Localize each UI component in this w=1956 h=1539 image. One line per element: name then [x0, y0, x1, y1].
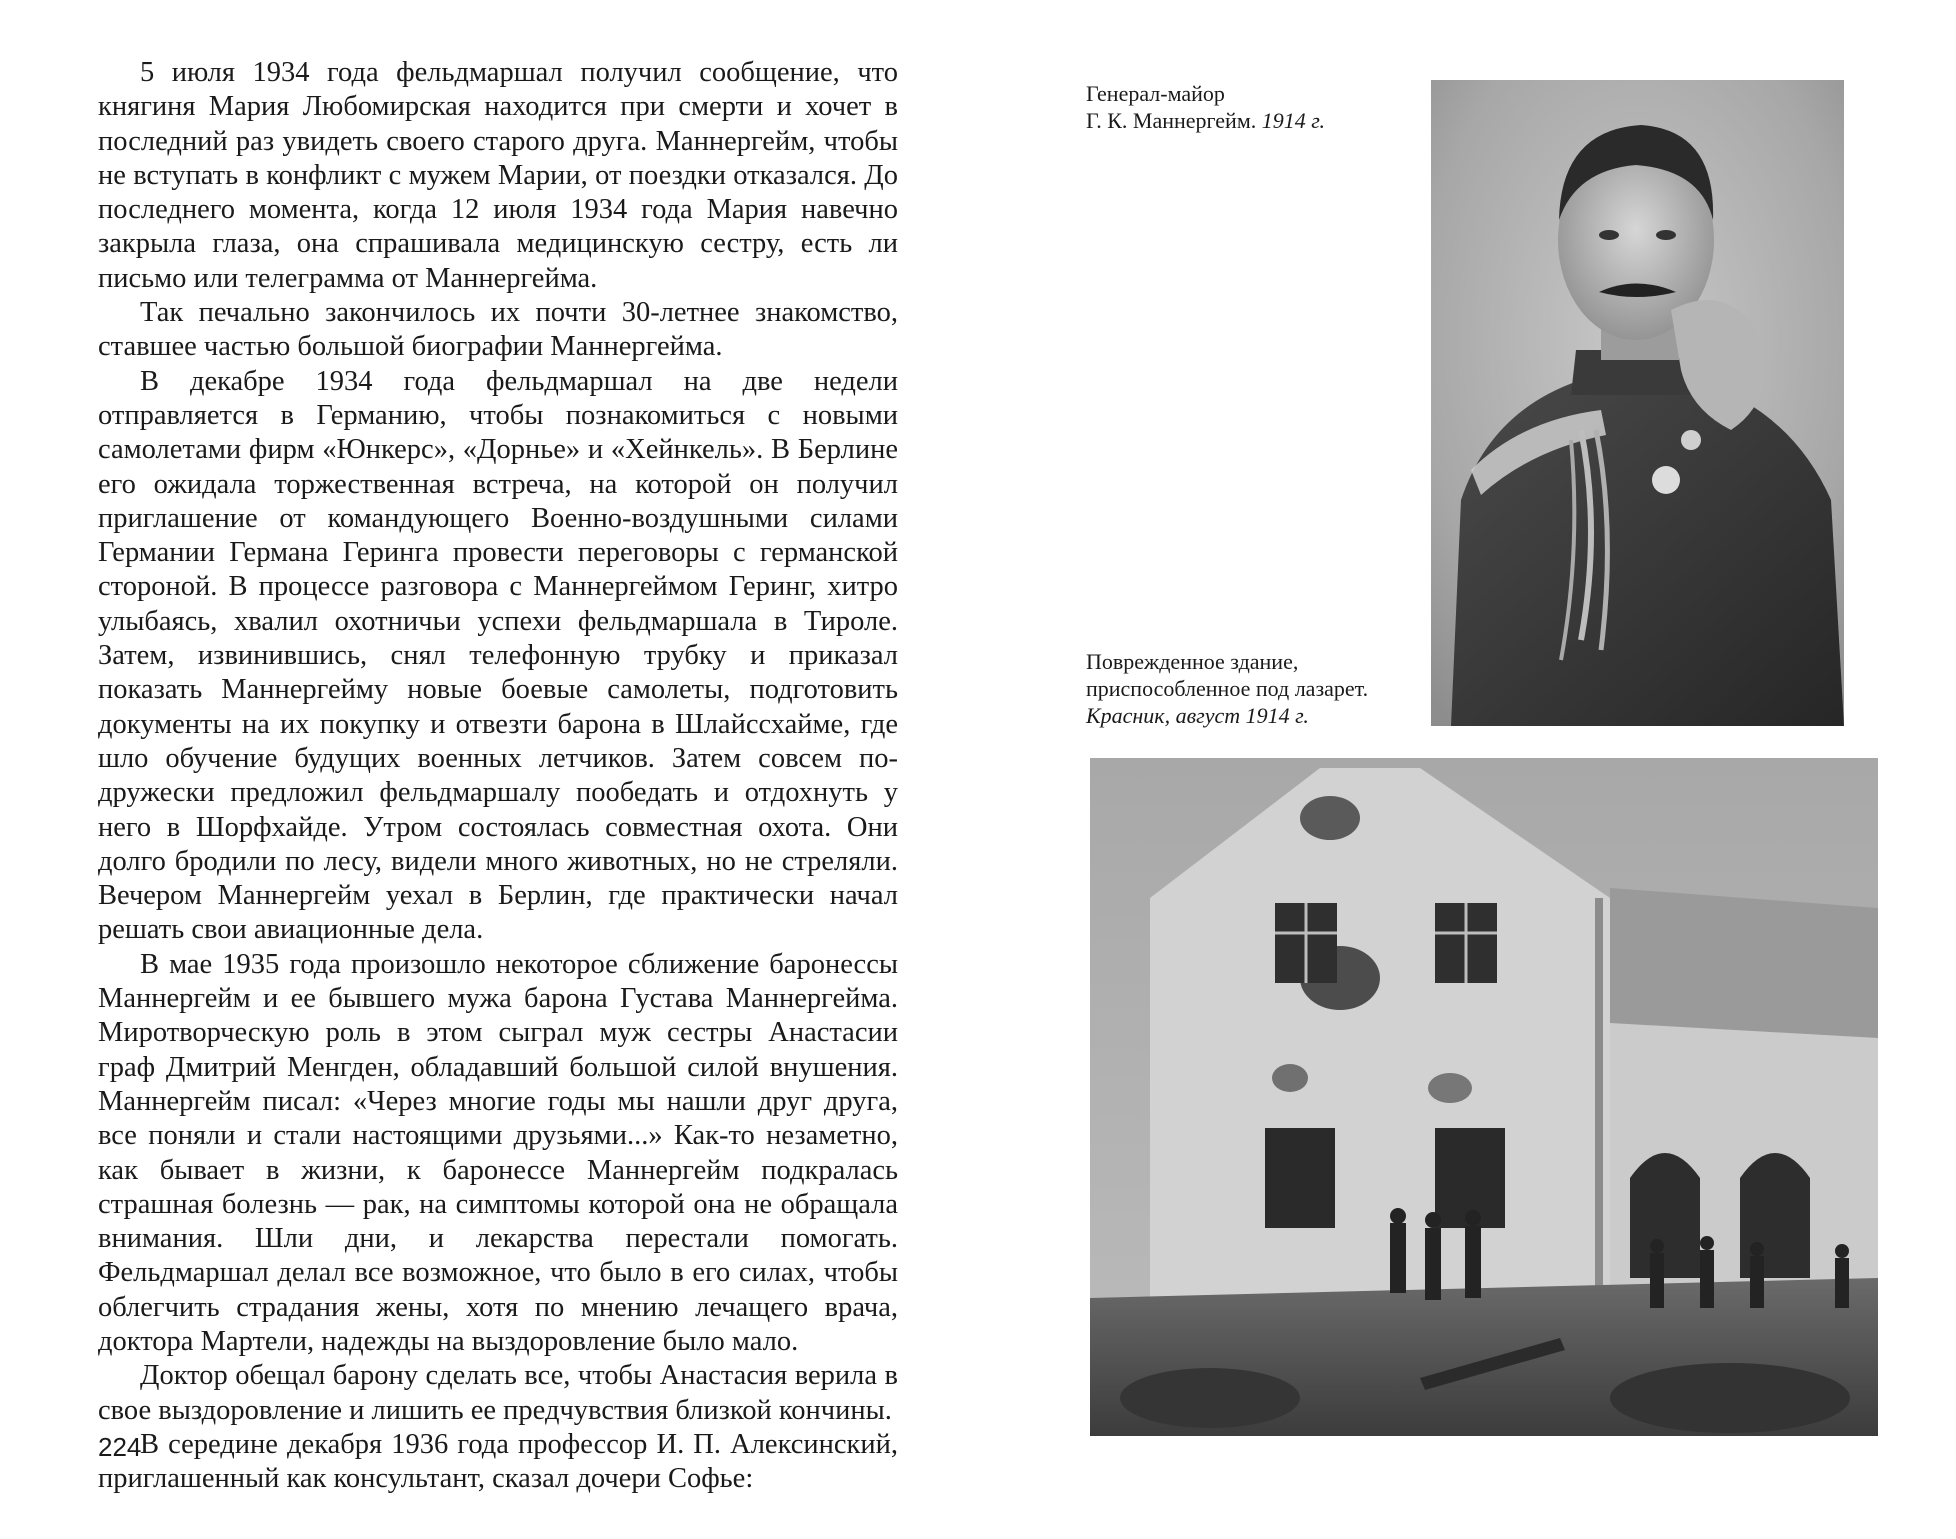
building-photo	[1090, 758, 1878, 1436]
paragraph: В декабре 1934 года фельдмаршал на две недели отправляется в Германию, чтобы познакомиться с новыми самолетами фирм «Юнкерс», «Дорнье» и «Хейнкель». В Берлине его ожидала торжественная встреча, на которой он получил приглашение от командующего Военно-воздушными силами Германии Германа Геринга провести переговоры с германской стороной. В процессе разговора с Маннергеймом Геринг, хитро улыбаясь, хвалил охотничьи успехи фельдмаршала в Тироле. Затем, извинившись, снял телефонную трубку и приказал показать Маннергейму новые боевые самолеты, подготовить документы на их покупку и отвезти барона в Шлайссхайме, где шло обучение будущих военных летчиков. Затем совсем по-дружески предложил фельдмаршалу пообедать и отдохнуть у него в Шорфхайде. Утром состоялась совместная охота. Они долго бродили по лесу, видели много животных, но не стреляли. Вечером Маннергейм уехал в Берлин, где практически начал решать свои авиационные дела.	[98, 365, 898, 946]
portrait-photo	[1431, 80, 1844, 726]
portrait-caption-name: Г. К. Маннергейм.	[1086, 108, 1262, 133]
building-caption	[1086, 648, 1368, 729]
building-caption-line3: Красник, август 1914 г.	[1086, 703, 1309, 728]
building-caption-line1: Поврежденное здание,	[1086, 649, 1299, 674]
portrait-caption	[1086, 80, 1325, 134]
portrait-caption-line2	[1086, 107, 1325, 134]
portrait-caption-line1: Генерал-майор	[1086, 81, 1225, 106]
paragraph: В мае 1935 года произошло некоторое сближение баронессы Маннергейм и ее бывшего мужа барона Густава Маннергейма. Миротворческую роль в этом сыграл муж сестры Анастасии граф Дмитрий Менгден, обладавший большой силой внушения. Маннергейм писал: «Через многие годы мы нашли друг друга, все поняли и стали настоящими друзьями...» Как-то незаметно, как бывает в жизни, к баронессе Маннергейм подкралась страшная болезнь — рак, на симптомы которой она не обращала внимания. Шли дни, и лекарства перестали помогать. Фельдмаршал делал все возможное, что было в его силах, чтобы облегчить страдания жены, хотя по мнению лечащего врача, доктора Мартели, надежды на выздоровление было мало.	[98, 948, 898, 1357]
paragraph: В середине декабря 1936 года профессор И. П. Алексинский, приглашенный как консультант, сказал дочери Софье:	[98, 1428, 898, 1495]
building-caption-line2: приспособленное под лазарет.	[1086, 676, 1369, 701]
paragraph: 5 июля 1934 года фельдмаршал получил сообщение, что княгиня Мария Любомирская находится при смерти и хочет в последний раз увидеть своего старого друга. Маннергейм, чтобы не вступать в конфликт с мужем Марии, от поездки отказался. До последнего момента, когда 12 июля 1934 года Мария навечно закрыла глаза, она спрашивала медицинскую сестру, есть ли письмо или телеграмма от Маннергейма.	[98, 57, 898, 294]
paragraph: Так печально закончилось их почти 30-летнее знакомство, ставшее частью большой биографии Маннергейма.	[98, 297, 898, 363]
page-number: 224	[98, 1432, 142, 1462]
left-page-text	[98, 56, 898, 1496]
paragraph: Доктор обещал барону сделать все, чтобы Анастасия верила в свое выздоровление и лишить ее предчувствия близкой кончины.	[98, 1360, 898, 1426]
portrait-caption-year: 1914 г.	[1261, 108, 1326, 133]
